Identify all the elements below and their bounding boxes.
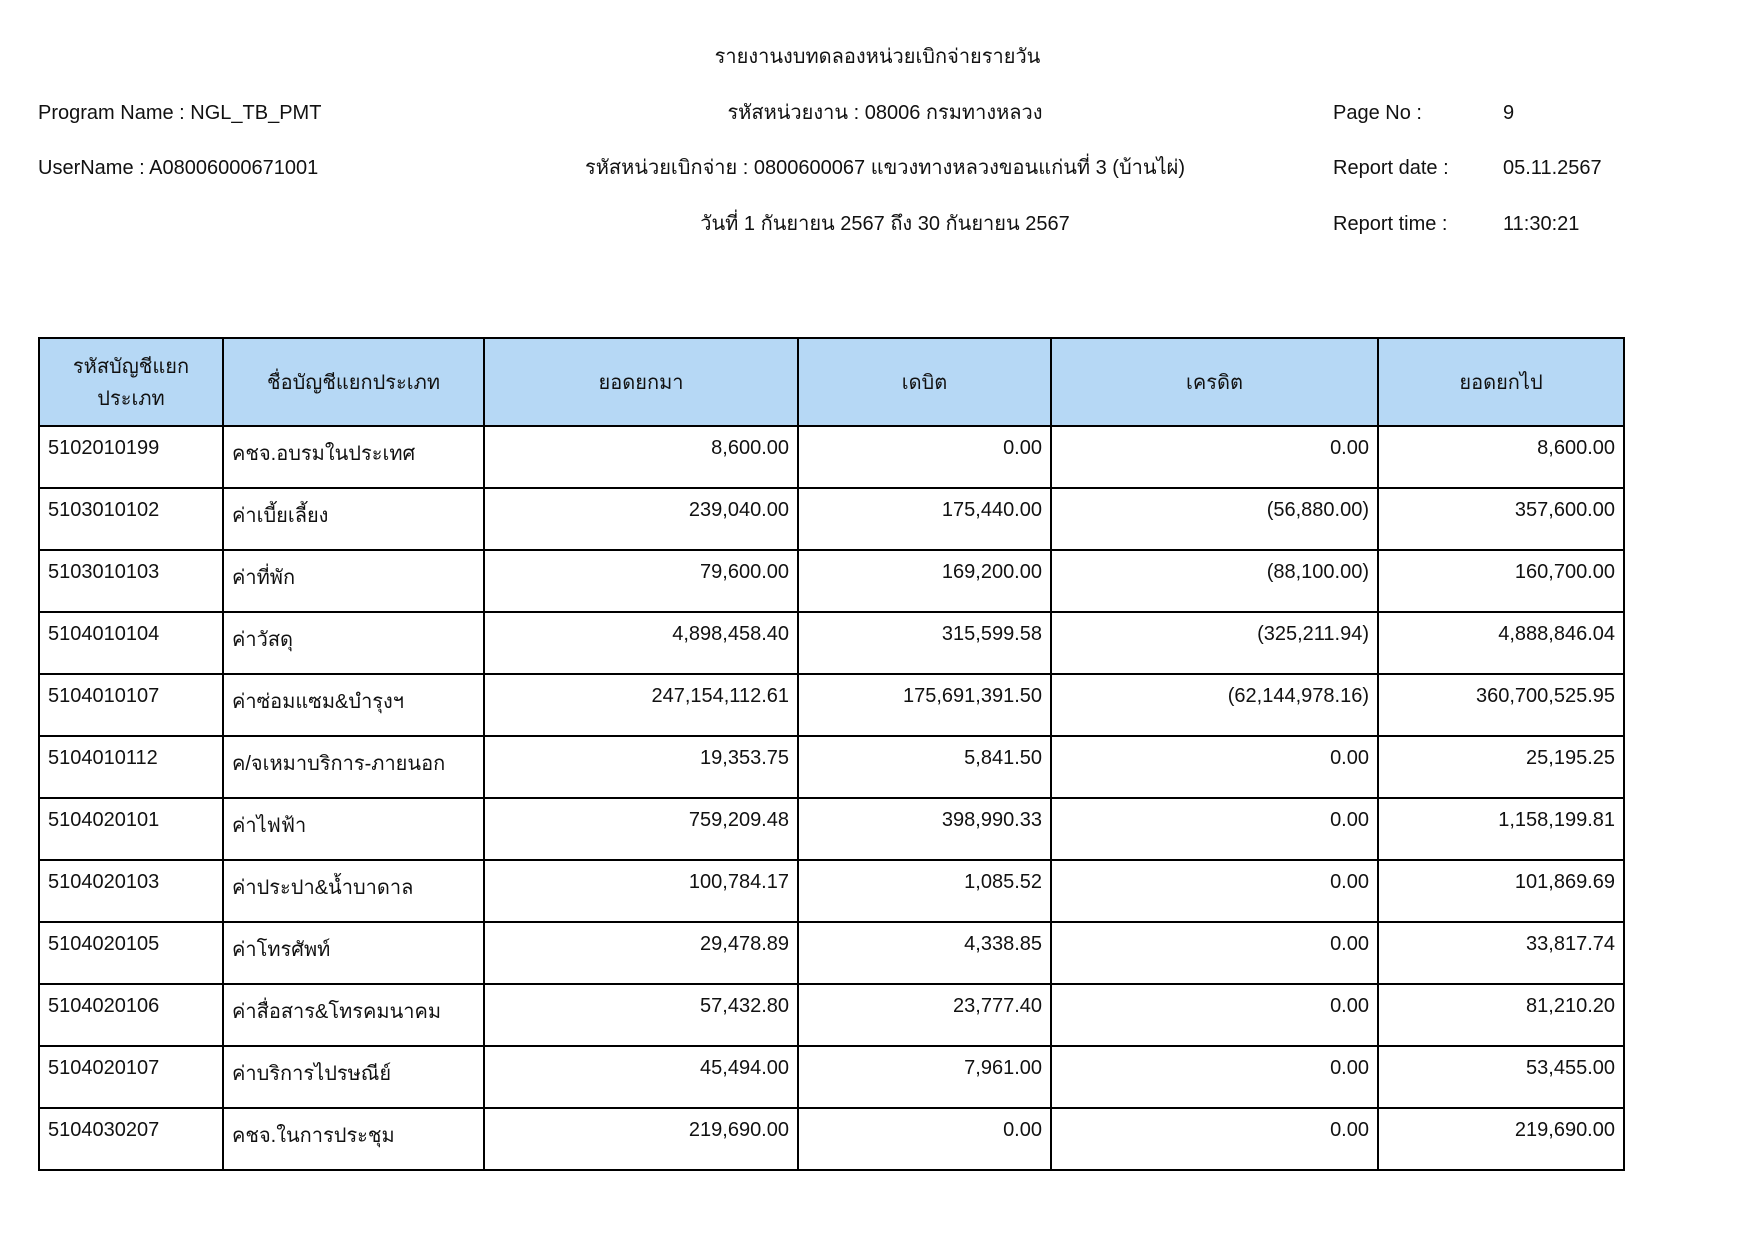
debit-cell: 175,440.00 [798,488,1051,550]
balance-carried-forward-cell: 357,600.00 [1378,488,1624,550]
debit-cell: 23,777.40 [798,984,1051,1046]
credit-cell: (62,144,978.16) [1051,674,1378,736]
program-name: Program Name : NGL_TB_PMT [38,102,322,124]
account-name-cell: ค่าไฟฟ้า [223,798,484,860]
account-name-cell: ค่าโทรศัพท์ [223,922,484,984]
account-name-cell: ค/จเหมาบริการ-ภายนอก [223,736,484,798]
account-name-cell: ค่าวัสดุ [223,612,484,674]
debit-cell: 0.00 [798,426,1051,488]
account-name-cell: ค่าซ่อมแซม&บำรุงฯ [223,674,484,736]
balance-brought-forward-cell: 8,600.00 [484,426,798,488]
column-header-account-name: ชื่อบัญชีแยกประเภท [223,338,484,426]
table-row [39,798,1624,860]
credit-cell: 0.00 [1051,922,1378,984]
column-header-balance-carried-forward: ยอดยกไป [1378,338,1624,426]
debit-cell: 175,691,391.50 [798,674,1051,736]
table-row [39,612,1624,674]
table-row [39,488,1624,550]
balance-carried-forward-cell: 81,210.20 [1378,984,1624,1046]
credit-cell: 0.00 [1051,1108,1378,1170]
table-row [39,984,1624,1046]
table-row [39,674,1624,736]
credit-cell: 0.00 [1051,798,1378,860]
balance-carried-forward-cell: 25,195.25 [1378,736,1624,798]
balance-carried-forward-cell: 219,690.00 [1378,1108,1624,1170]
page-no-label: Page No : [1333,102,1422,124]
balance-brought-forward-cell: 79,600.00 [484,550,798,612]
account-name-cell: ค่าประปา&น้ำบาดาล [223,860,484,922]
account-code-cell: 5104020101 [39,798,223,860]
debit-cell: 398,990.33 [798,798,1051,860]
credit-cell: (88,100.00) [1051,550,1378,612]
account-code-cell: 5104010112 [39,736,223,798]
balance-brought-forward-cell: 247,154,112.61 [484,674,798,736]
debit-cell: 7,961.00 [798,1046,1051,1108]
balance-brought-forward-cell: 19,353.75 [484,736,798,798]
table-row [39,736,1624,798]
balance-brought-forward-cell: 759,209.48 [484,798,798,860]
balance-brought-forward-cell: 45,494.00 [484,1046,798,1108]
report-title: รายงานงบทดลองหน่วยเบิกจ่ายรายวัน [714,46,1041,68]
account-name-cell: คชจ.อบรมในประเทศ [223,426,484,488]
debit-cell: 5,841.50 [798,736,1051,798]
page-no-value: 9 [1503,102,1515,124]
table-row [39,1108,1624,1170]
balance-brought-forward-cell: 4,898,458.40 [484,612,798,674]
debit-cell: 315,599.58 [798,612,1051,674]
account-code-cell: 5104010104 [39,612,223,674]
account-code-cell: 5103010103 [39,550,223,612]
balance-brought-forward-cell: 219,690.00 [484,1108,798,1170]
user-name: UserName : A08006000671001 [38,157,319,179]
debit-cell: 4,338.85 [798,922,1051,984]
account-name-cell: ค่าสื่อสาร&โทรคมนาคม [223,984,484,1046]
credit-cell: (56,880.00) [1051,488,1378,550]
balance-brought-forward-cell: 100,784.17 [484,860,798,922]
account-name-cell: ค่าเบี้ยเลี้ยง [223,488,484,550]
balance-carried-forward-cell: 53,455.00 [1378,1046,1624,1108]
table-body [39,426,1624,1170]
credit-cell: (325,211.94) [1051,612,1378,674]
report-date-label: Report date : [1333,157,1449,179]
credit-cell: 0.00 [1051,860,1378,922]
table-header-row [39,338,1624,426]
account-name-cell: ค่าที่พัก [223,550,484,612]
account-code-cell: 5102010199 [39,426,223,488]
table-row [39,860,1624,922]
agency-code: รหัสหน่วยงาน : 08006 กรมทางหลวง [727,102,1043,124]
balance-carried-forward-cell: 160,700.00 [1378,550,1624,612]
account-code-cell: 5104020105 [39,922,223,984]
balance-carried-forward-cell: 8,600.00 [1378,426,1624,488]
column-header-debit: เดบิต [798,338,1051,426]
balance-carried-forward-cell: 4,888,846.04 [1378,612,1624,674]
account-code-cell: 5104020106 [39,984,223,1046]
debit-cell: 169,200.00 [798,550,1051,612]
account-name-cell: คชจ.ในการประชุม [223,1108,484,1170]
balance-brought-forward-cell: 29,478.89 [484,922,798,984]
column-header-credit: เครดิต [1051,338,1378,426]
credit-cell: 0.00 [1051,736,1378,798]
credit-cell: 0.00 [1051,1046,1378,1108]
account-code-cell: 5104010107 [39,674,223,736]
balance-brought-forward-cell: 239,040.00 [484,488,798,550]
column-header-balance-brought-forward: ยอดยกมา [484,338,798,426]
balance-brought-forward-cell: 57,432.80 [484,984,798,1046]
credit-cell: 0.00 [1051,984,1378,1046]
credit-cell: 0.00 [1051,426,1378,488]
debit-cell: 0.00 [798,1108,1051,1170]
disbursement-unit-code: รหัสหน่วยเบิกจ่าย : 0800600067 แขวงทางหลวงขอนแก่นที่ 3 (บ้านไผ่) [584,157,1186,179]
account-code-cell: 5103010102 [39,488,223,550]
report-time-label: Report time : [1333,213,1448,235]
report-time-value: 11:30:21 [1503,213,1580,235]
table-row [39,426,1624,488]
report-date-value: 05.11.2567 [1503,157,1602,179]
account-code-cell: 5104030207 [39,1108,223,1170]
balance-carried-forward-cell: 360,700,525.95 [1378,674,1624,736]
balance-carried-forward-cell: 101,869.69 [1378,860,1624,922]
table-row [39,922,1624,984]
column-header-account-code: รหัสบัญชีแยกประเภท [39,338,223,426]
balance-carried-forward-cell: 1,158,199.81 [1378,798,1624,860]
account-code-cell: 5104020107 [39,1046,223,1108]
table-header [39,338,1624,426]
table-row [39,1046,1624,1108]
debit-cell: 1,085.52 [798,860,1051,922]
account-name-cell: ค่าบริการไปรษณีย์ [223,1046,484,1108]
account-code-cell: 5104020103 [39,860,223,922]
balance-carried-forward-cell: 33,817.74 [1378,922,1624,984]
table-row [39,550,1624,612]
trial-balance-table [38,337,1625,1171]
date-range: วันที่ 1 กันยายน 2567 ถึง 30 กันยายน 2567 [700,213,1070,235]
